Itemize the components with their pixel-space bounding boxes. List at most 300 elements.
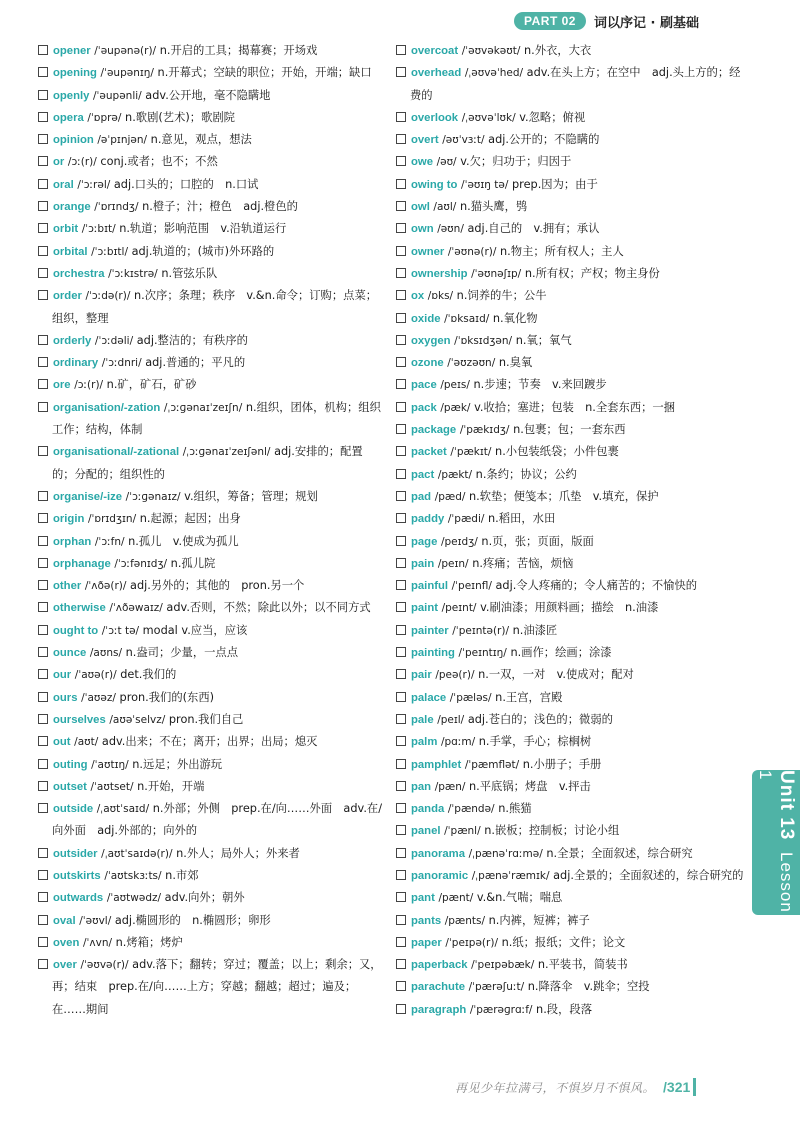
checkbox-icon[interactable]	[396, 892, 406, 902]
vocab-word: ordinary	[53, 357, 99, 370]
vocab-definition: n.页，张；页面，版面	[481, 534, 594, 548]
vocab-phonetic: /ˈaʊtset/	[90, 780, 134, 793]
checkbox-icon[interactable]	[38, 402, 48, 412]
checkbox-icon[interactable]	[396, 201, 406, 211]
vocab-entry	[396, 218, 746, 240]
vocab-phonetic: /aʊt/	[74, 736, 99, 749]
vocab-definition: n.烤箱；烤炉	[115, 935, 183, 949]
checkbox-icon[interactable]	[38, 156, 48, 166]
vocab-definition: n.矿，矿石，矿砂	[106, 378, 197, 392]
vocab-definition: n.全景；全面叙述，综合研究	[546, 846, 693, 860]
vocab-entry	[396, 374, 746, 396]
checkbox-icon[interactable]	[38, 45, 48, 55]
checkbox-icon[interactable]	[38, 335, 48, 345]
checkbox-icon[interactable]	[396, 1004, 406, 1014]
vocab-entry	[38, 776, 383, 798]
vocab-word: order	[53, 290, 82, 303]
vocab-phonetic: /pɑːm/	[440, 736, 476, 749]
vocab-definition: n.开启的工具；揭幕赛；开场戏	[159, 44, 318, 57]
vocab-phonetic: /ˈɒrɪdʒɪn/	[87, 513, 137, 526]
checkbox-icon[interactable]	[396, 491, 406, 501]
vocab-definition: n.孤儿院	[170, 556, 216, 570]
vocab-definition: pron.我们自己	[168, 712, 244, 726]
vocab-definition: n.远足；外出游玩	[132, 757, 223, 771]
vocab-definition: prep.因为；由于	[512, 177, 598, 191]
checkbox-icon[interactable]	[396, 736, 406, 746]
vocab-definition: n.手掌，手心；棕榈树	[478, 735, 592, 749]
vocab-phonetic: /aʊns/	[89, 647, 122, 660]
vocab-phonetic: /ˈəʊvl/	[79, 914, 112, 927]
vocab-definition: n.小包装纸袋；小件包裹	[495, 445, 619, 459]
vocab-entry	[396, 597, 746, 619]
checkbox-icon[interactable]	[38, 759, 48, 769]
vocab-entry	[38, 954, 383, 1021]
vocab-definition: n.步速；节奏 v.来回踱步	[473, 378, 607, 392]
vocab-definition: v.收拾；塞进；包装 n.全套东西；一捆	[474, 400, 675, 414]
vocab-definition: v.忽略；俯视	[519, 110, 586, 124]
checkbox-icon[interactable]	[396, 313, 406, 323]
checkbox-icon[interactable]	[396, 402, 406, 412]
checkbox-icon[interactable]	[396, 246, 406, 256]
vocab-phonetic: /ˌaʊtˈsaɪdə(r)/	[101, 847, 173, 860]
vocab-definition: n.纸；报纸；文件；论文	[501, 935, 626, 949]
vocab-entry	[396, 196, 746, 218]
checkbox-icon[interactable]	[396, 536, 406, 546]
checkbox-icon[interactable]	[38, 446, 48, 456]
vocab-phonetic: /ˈəʊnə(r)/	[447, 245, 497, 258]
vocab-definition: n.开始，开端	[137, 779, 205, 793]
vocab-word: oral	[53, 178, 74, 191]
vocab-definition: n.条约；协议；公约	[475, 467, 577, 481]
vocab-definition: n.嵌板；控制板；讨论小组	[484, 824, 620, 838]
vocab-definition: n.次序；条理；秩序 v.&n.命令；订购；点菜；组织，整理	[52, 289, 378, 325]
checkbox-icon[interactable]	[396, 357, 406, 367]
lesson-label: Lesson 1	[756, 770, 796, 913]
vocab-entry	[396, 308, 746, 330]
vocab-entry	[38, 285, 383, 330]
vocab-definition: adj.苍白的；浅色的；微弱的	[467, 712, 613, 726]
checkbox-icon[interactable]	[38, 179, 48, 189]
vocab-definition: adj.椭圆形的 n.椭圆形；卵形	[114, 913, 271, 927]
vocab-word: outing	[53, 758, 88, 771]
vocab-definition: n.开幕式；空缺的职位；开始，开端；缺口	[157, 66, 372, 80]
vocab-phonetic: /aʊl/	[433, 201, 457, 214]
vocab-phonetic: /ˈpeɪnfl/	[451, 580, 492, 593]
checkbox-icon[interactable]	[38, 625, 48, 635]
vocab-entry	[396, 642, 746, 664]
vocab-phonetic: /ˌəʊvəˈlʊk/	[461, 111, 516, 124]
vocab-entry	[38, 664, 383, 686]
vocab-entry	[396, 441, 746, 463]
vocab-word: owe	[411, 156, 433, 169]
checkbox-icon[interactable]	[396, 647, 406, 657]
vocab-definition: n.画作；绘画；涂漆	[510, 646, 612, 660]
vocab-entry	[396, 575, 746, 597]
vocab-phonetic: /əʊ/	[436, 156, 457, 169]
vocab-word: oven	[53, 936, 80, 949]
vocab-definition: modal v.应当，应该	[142, 623, 248, 637]
vocab-entry	[38, 196, 383, 218]
vocab-word: own	[411, 223, 434, 236]
checkbox-icon[interactable]	[38, 736, 48, 746]
vocab-phonetic: /ˈpeɪpəbæk/	[471, 959, 535, 972]
vocab-word: panda	[411, 803, 445, 816]
checkbox-icon[interactable]	[396, 179, 406, 189]
checkbox-icon[interactable]	[396, 156, 406, 166]
checkbox-icon[interactable]	[38, 870, 48, 880]
vocab-definition: n.起源；起因；出身	[139, 512, 241, 526]
vocab-phonetic: /pæn/	[434, 780, 466, 793]
checkbox-icon[interactable]	[38, 580, 48, 590]
vocab-word: palm	[411, 736, 438, 749]
checkbox-icon[interactable]	[396, 558, 406, 568]
vocab-phonetic: /ˈʌðəwaɪz/	[109, 602, 163, 615]
checkbox-icon[interactable]	[38, 647, 48, 657]
vocab-word: ounce	[53, 647, 87, 660]
vocab-word: outside	[53, 803, 94, 816]
vocab-word: organisation/-zation	[53, 401, 161, 414]
vocab-phonetic: /ˈəupənə(r)/	[94, 45, 157, 57]
vocab-word: paddy	[411, 513, 445, 526]
vocab-entry	[396, 776, 746, 798]
vocab-definition: adv.出来；不在；离开；出界；出局；熄灭	[101, 735, 318, 749]
checkbox-icon[interactable]	[396, 67, 406, 77]
vocab-entry	[396, 486, 746, 508]
checkbox-icon[interactable]	[396, 692, 406, 702]
page-header	[514, 10, 699, 32]
checkbox-icon[interactable]	[38, 112, 48, 122]
checkbox-icon[interactable]	[396, 223, 406, 233]
vocab-entry	[396, 932, 746, 954]
vocab-definition: n.管弦乐队	[161, 266, 218, 280]
vocab-word: outwards	[53, 892, 104, 905]
checkbox-icon[interactable]	[38, 937, 48, 947]
checkbox-icon[interactable]	[38, 714, 48, 724]
checkbox-icon[interactable]	[396, 937, 406, 947]
vocab-phonetic: /ˈaʊə(r)/	[74, 669, 117, 682]
vocab-entry	[38, 486, 383, 508]
vocab-entry	[396, 151, 746, 173]
vocab-entry	[38, 932, 383, 954]
vocab-definition: adj.全景的；全面叙述的，综合研究的	[553, 868, 744, 882]
vocab-word: origin	[53, 513, 85, 526]
vocab-phonetic: /peɪnt/	[441, 602, 477, 615]
vocab-definition: v.欠；归功于；归因于	[460, 155, 572, 169]
checkbox-icon[interactable]	[38, 357, 48, 367]
vocab-word: pad	[411, 490, 432, 503]
vocab-phonetic: /ˈaʊtwədz/	[106, 892, 162, 905]
vocab-word: pant	[411, 892, 435, 905]
vocab-phonetic: /ˈaʊəz/	[81, 691, 116, 704]
vocab-word: pair	[411, 669, 432, 682]
vocab-word: packet	[411, 446, 447, 459]
vocab-entry	[38, 754, 383, 776]
vocab-word: orange	[53, 201, 91, 214]
checkbox-icon[interactable]	[396, 45, 406, 55]
checkbox-icon[interactable]	[396, 915, 406, 925]
vocab-word: ourselves	[53, 713, 106, 726]
vocab-entry	[396, 174, 746, 196]
vocab-definition: n.软垫；便笺本；爪垫 v.填充，保护	[469, 489, 659, 503]
vocab-phonetic: /ˈpækɪdʒ/	[459, 424, 510, 437]
vocab-word: pain	[411, 557, 435, 570]
vocab-definition: n.猫头鹰，鸮	[459, 200, 528, 214]
vocab-definition: n.组织，团体，机构；组织工作；结构，体制	[52, 400, 381, 437]
checkbox-icon[interactable]	[38, 536, 48, 546]
checkbox-icon[interactable]	[396, 290, 406, 300]
unit-lesson-tab	[752, 770, 800, 915]
vocab-definition: adv.向外；朝外	[164, 891, 245, 905]
vocab-word: painting	[411, 647, 455, 660]
vocab-definition: v.刷油漆；用颜料画；描绘 n.油漆	[480, 601, 659, 615]
checkbox-icon[interactable]	[38, 201, 48, 211]
checkbox-icon[interactable]	[396, 959, 406, 969]
vocab-definition: n.歌剧(艺术)；歌剧院	[125, 110, 235, 124]
vocab-phonetic: /ˈpækɪt/	[450, 446, 492, 459]
vocab-definition: n.市郊	[165, 868, 199, 882]
vocab-word: ought to	[53, 624, 99, 637]
checkbox-icon[interactable]	[396, 513, 406, 523]
vocab-phonetic: /ˈɔːbɪt/	[81, 223, 116, 236]
vocab-phonetic: /ˈpærəʃuːt/	[468, 981, 525, 994]
vocab-definition: n.外人；局外人；外来者	[176, 846, 300, 860]
checkbox-icon[interactable]	[396, 112, 406, 122]
checkbox-icon[interactable]	[38, 290, 48, 300]
vocab-phonetic: /ˈəʊnəʃɪp/	[471, 267, 522, 280]
vocab-phonetic: /ˈɔːbɪtl/	[91, 245, 128, 258]
checkbox-icon[interactable]	[396, 781, 406, 791]
vocab-entry	[396, 754, 746, 776]
vocab-phonetic: /pænts/	[444, 914, 486, 927]
vocab-definition: n.臭氧	[498, 356, 533, 370]
vocab-phonetic: /peɪl/	[437, 713, 465, 726]
checkbox-icon[interactable]	[38, 379, 48, 389]
checkbox-icon[interactable]	[38, 915, 48, 925]
vocab-word: opinion	[53, 134, 94, 147]
vocab-entry	[396, 820, 746, 842]
vocab-phonetic: /ˈʌðə(r)/	[84, 580, 127, 593]
left-vocab-column	[38, 40, 383, 1070]
vocab-definition: adj.普通的；平凡的	[145, 356, 246, 370]
checkbox-icon[interactable]	[396, 848, 406, 858]
vocab-definition: n.一双，一对 v.使成对；配对	[478, 668, 634, 682]
vocab-entry	[38, 129, 383, 151]
vocab-entry	[38, 642, 383, 664]
vocab-definition: n.段，段落	[536, 1002, 592, 1016]
vocab-phonetic: /əʊˈvɜːt/	[442, 134, 485, 147]
vocab-phonetic: /ˈpeɪntə(r)/	[452, 624, 509, 637]
vocab-phonetic: /ˈɔːɡənaɪz/	[125, 490, 181, 503]
vocab-entry	[38, 174, 383, 196]
checkbox-icon[interactable]	[396, 446, 406, 456]
vocab-phonetic: /ˈaʊtɪŋ/	[91, 758, 129, 771]
vocab-entry	[396, 976, 746, 998]
vocab-phonetic: /peɪs/	[440, 379, 470, 392]
checkbox-icon[interactable]	[38, 246, 48, 256]
vocab-phonetic: /ˈəʊzəʊn/	[447, 357, 496, 370]
vocab-entry	[396, 664, 746, 686]
vocab-phonetic: /ˈɒksaɪd/	[444, 312, 490, 325]
checkbox-icon[interactable]	[38, 692, 48, 702]
vocab-phonetic: /ˈpædi/	[447, 513, 485, 526]
vocab-word: overcoat	[411, 45, 459, 57]
checkbox-icon[interactable]	[396, 803, 406, 813]
vocab-entry	[38, 709, 383, 731]
checkbox-icon[interactable]	[396, 669, 406, 679]
checkbox-icon[interactable]	[38, 513, 48, 523]
vocab-entry	[396, 531, 746, 553]
vocab-phonetic: /ˈəupənɪŋ/	[100, 67, 154, 80]
checkbox-icon[interactable]	[38, 669, 48, 679]
checkbox-icon[interactable]	[38, 90, 48, 100]
checkbox-icon[interactable]	[396, 335, 406, 345]
page-number-bar	[693, 1078, 696, 1096]
vocab-phonetic: /ˈəupənli/	[93, 89, 142, 102]
vocab-word: orphanage	[53, 557, 111, 570]
checkbox-icon[interactable]	[396, 625, 406, 635]
vocab-entry	[396, 285, 746, 307]
vocab-entry	[396, 887, 746, 909]
vocab-definition: adv.否则，不然；除此以外；以不同方式	[166, 601, 371, 615]
checkbox-icon[interactable]	[38, 134, 48, 144]
vocab-entry	[396, 865, 746, 887]
checkbox-icon[interactable]	[396, 580, 406, 590]
part-badge: PART 02	[514, 12, 586, 30]
vocab-word: overlook	[411, 111, 459, 124]
vocab-word: package	[411, 424, 457, 437]
checkbox-icon[interactable]	[396, 379, 406, 389]
checkbox-icon[interactable]	[38, 803, 48, 813]
vocab-phonetic: /ˌpænəˈrɑːmə/	[468, 847, 543, 860]
vocab-word: other	[53, 580, 82, 593]
vocab-entry	[396, 129, 746, 151]
vocab-word: orchestra	[53, 267, 105, 280]
footer-motto: 再见少年拉满弓，不惧岁月不惧风。	[455, 1080, 656, 1095]
vocab-entry	[38, 107, 383, 129]
checkbox-icon[interactable]	[38, 848, 48, 858]
vocab-entry	[396, 40, 746, 62]
checkbox-icon[interactable]	[396, 759, 406, 769]
vocab-phonetic: /ˈɔːdnri/	[101, 357, 142, 370]
vocab-entry	[396, 241, 746, 263]
vocab-entry	[38, 597, 383, 619]
vocab-phonetic: /əˈpɪnjən/	[97, 134, 148, 147]
vocab-entry	[38, 151, 383, 173]
vocab-phonetic: /ˈɒrɪndʒ/	[94, 201, 139, 214]
vocab-definition: n.疼痛；苦恼，烦恼	[472, 556, 574, 570]
vocab-entry	[396, 107, 746, 129]
checkbox-icon[interactable]	[38, 602, 48, 612]
vocab-word: orbital	[53, 245, 88, 258]
vocab-phonetic: /peɪdʒ/	[440, 535, 478, 548]
checkbox-icon[interactable]	[396, 825, 406, 835]
checkbox-icon[interactable]	[396, 714, 406, 724]
checkbox-icon[interactable]	[38, 67, 48, 77]
vocab-entry	[38, 218, 383, 240]
vocab-definition: n.包裹；包；一套东西	[513, 423, 626, 437]
vocab-definition: n.橙子；汁；橙色 adj.橙色的	[142, 200, 298, 214]
vocab-definition: v.组织，筹备；管理；规划	[184, 489, 318, 503]
checkbox-icon[interactable]	[38, 781, 48, 791]
vocab-definition: adv.在头上方；在空中 adj.头上方的；经费的	[410, 66, 741, 102]
checkbox-icon[interactable]	[38, 223, 48, 233]
vocab-phonetic: /ˈɔːdə(r)/	[85, 290, 131, 303]
checkbox-icon[interactable]	[38, 959, 48, 969]
vocab-word: paper	[411, 936, 442, 949]
vocab-phonetic: /ɒks/	[427, 290, 454, 303]
vocab-phonetic: /əʊn/	[437, 223, 464, 236]
vocab-phonetic: /ˈpeɪntɪŋ/	[458, 647, 507, 660]
checkbox-icon[interactable]	[396, 469, 406, 479]
checkbox-icon[interactable]	[38, 268, 48, 278]
vocab-phonetic: /ˈpænl/	[444, 825, 481, 838]
vocab-phonetic: /ˌɔːɡənaɪˈzeɪʃənl/	[182, 446, 271, 459]
vocab-word: oxide	[411, 312, 441, 325]
vocab-phonetic: /ˌaʊtˈsaɪd/	[96, 803, 150, 816]
vocab-definition: n.内裤，短裤；裤子	[488, 913, 590, 927]
checkbox-icon[interactable]	[396, 870, 406, 880]
vocab-phonetic: /ˈpæləs/	[449, 691, 492, 704]
vocab-entry	[396, 620, 746, 642]
vocab-word: paragraph	[411, 1003, 467, 1016]
vocab-definition: adj.自己的 v.拥有；承认	[467, 222, 600, 236]
vocab-definition: pron.我们的(东西)	[119, 690, 215, 704]
checkbox-icon[interactable]	[38, 892, 48, 902]
checkbox-icon[interactable]	[396, 602, 406, 612]
vocab-phonetic: /pæd/	[434, 490, 466, 503]
vocab-phonetic: /ˌəʊvəˈhed/	[464, 67, 524, 80]
vocab-word: overt	[411, 134, 439, 147]
vocab-word: or	[53, 156, 65, 169]
vocab-phonetic: /ˌɔːɡənaɪˈzeɪʃn/	[163, 401, 243, 414]
vocab-word: pamphlet	[411, 758, 462, 771]
checkbox-icon[interactable]	[38, 491, 48, 501]
vocab-word: organise/-ize	[53, 490, 123, 503]
vocab-definition: n.氧化物	[492, 311, 538, 325]
vocab-definition: adj.安排的；配置的；分配的；组织性的	[52, 445, 363, 481]
vocab-definition: n.外部；外侧 prep.在/向……外面 adv.在/向外面 adj.外部的；向外的	[52, 802, 383, 838]
vocab-entry	[38, 62, 383, 84]
checkbox-icon[interactable]	[38, 558, 48, 568]
vocab-entry	[38, 441, 383, 486]
vocab-entry	[38, 352, 383, 374]
vocab-entry	[396, 910, 746, 932]
vocab-word: orderly	[53, 334, 92, 347]
checkbox-icon[interactable]	[396, 424, 406, 434]
vocab-entry	[396, 263, 746, 285]
vocab-definition: adj.口头的；口腔的 n.口试	[113, 177, 259, 191]
checkbox-icon[interactable]	[396, 981, 406, 991]
vocab-definition: n.小册子；手册	[522, 757, 602, 771]
vocab-word: pace	[411, 379, 437, 392]
vocab-word: pants	[411, 914, 442, 927]
checkbox-icon[interactable]	[396, 268, 406, 278]
checkbox-icon[interactable]	[396, 134, 406, 144]
vocab-word: pan	[411, 780, 432, 793]
vocab-definition: n.孤儿 v.使成为孤儿	[128, 534, 239, 548]
vocab-definition: n.王宫，宫殿	[495, 690, 563, 704]
vocab-entry	[38, 620, 383, 642]
vocab-word: orphan	[53, 535, 92, 548]
vocab-phonetic: /pæk/	[440, 401, 471, 414]
vocab-phonetic: /peɪn/	[437, 557, 469, 570]
vocab-definition: n.氧；氧气	[515, 333, 572, 347]
vocab-entry	[396, 352, 746, 374]
vocab-word: oval	[53, 914, 76, 927]
vocab-phonetic: /ˈɔːkɪstrə/	[108, 267, 158, 280]
vocab-entry	[38, 508, 383, 530]
vocab-word: opening	[53, 67, 97, 80]
